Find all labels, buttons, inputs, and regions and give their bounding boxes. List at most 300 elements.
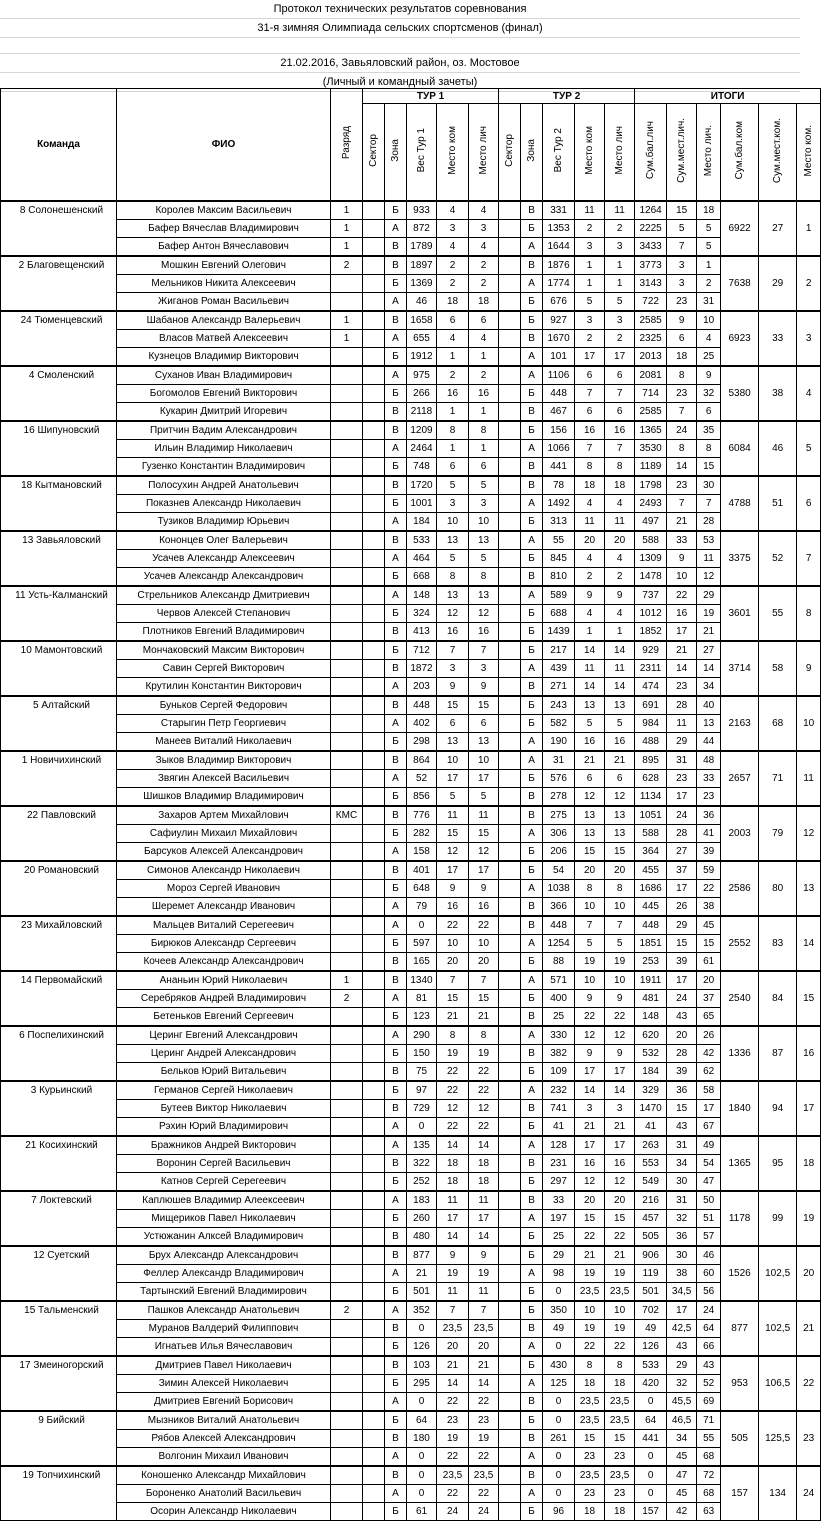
weight-2-cell: 1106 bbox=[543, 366, 575, 385]
table-row bbox=[1, 880, 821, 898]
sum-places-pers-cell: 17 bbox=[667, 1301, 697, 1320]
fio-cell: Бельков Юрий Витальевич bbox=[117, 1063, 331, 1082]
rank-cell: 1 bbox=[331, 330, 363, 348]
place-pers-2-cell: 14 bbox=[605, 1081, 635, 1100]
place-pers-2-cell: 18 bbox=[605, 1503, 635, 1521]
place-team-1-cell: 11 bbox=[437, 1191, 469, 1210]
place-pers-2-cell: 10 bbox=[605, 971, 635, 990]
sum-places-pers-cell: 34 bbox=[667, 1430, 697, 1448]
sector-2-cell bbox=[499, 1045, 521, 1063]
sector-1-cell bbox=[363, 971, 385, 990]
fio-cell: Мороз Сергей Иванович bbox=[117, 880, 331, 898]
place-team-2-cell: 21 bbox=[575, 1246, 605, 1265]
zone-2-cell: Б bbox=[521, 843, 543, 862]
weight-1-cell: 464 bbox=[407, 550, 437, 568]
fio-cell: Червов Алексей Степанович bbox=[117, 605, 331, 623]
place-team-2-cell: 7 bbox=[575, 916, 605, 935]
sector-1-cell bbox=[363, 1338, 385, 1357]
table-row bbox=[1, 806, 821, 825]
rank-cell bbox=[331, 788, 363, 807]
sector-2-cell bbox=[499, 1228, 521, 1247]
weight-2-cell: 448 bbox=[543, 385, 575, 403]
weight-1-cell: 648 bbox=[407, 880, 437, 898]
sector-2-cell bbox=[499, 1356, 521, 1375]
sector-2-cell bbox=[499, 935, 521, 953]
place-team-1-cell: 21 bbox=[437, 1008, 469, 1027]
place-pers-2-cell: 7 bbox=[605, 385, 635, 403]
sum-places-team-cell: 80 bbox=[759, 861, 797, 916]
sum-points-pers-cell: 3773 bbox=[635, 256, 667, 275]
sum-places-pers-cell: 39 bbox=[667, 1063, 697, 1082]
place-pers-total-cell: 51 bbox=[697, 1210, 721, 1228]
sector-2-cell bbox=[499, 1283, 521, 1302]
table-row bbox=[1, 531, 821, 550]
place-pers-total-cell: 42 bbox=[697, 1045, 721, 1063]
fio-cell: Полосухин Андрей Анатольевич bbox=[117, 476, 331, 495]
sum-places-pers-cell: 15 bbox=[667, 1100, 697, 1118]
sector-2-cell bbox=[499, 1301, 521, 1320]
place-pers-total-cell: 1 bbox=[697, 256, 721, 275]
zone-1-cell: Б bbox=[385, 201, 407, 220]
weight-1-cell: 183 bbox=[407, 1191, 437, 1210]
place-team-cell: 4 bbox=[797, 366, 821, 421]
place-team-2-cell: 10 bbox=[575, 1301, 605, 1320]
weight-1-cell: 856 bbox=[407, 788, 437, 807]
zone-1-cell: Б bbox=[385, 1173, 407, 1192]
sector-2-cell bbox=[499, 1393, 521, 1412]
sum-places-team-cell: 95 bbox=[759, 1136, 797, 1191]
place-team-2-cell: 19 bbox=[575, 953, 605, 972]
zone-2-cell: А bbox=[521, 348, 543, 367]
fio-cell: Кононцев Олег Валерьевич bbox=[117, 531, 331, 550]
place-pers-2-cell: 13 bbox=[605, 696, 635, 715]
fio-cell: Бафер Вячеслав Владимирович bbox=[117, 220, 331, 238]
fio-cell: Шеремет Александр Иванович bbox=[117, 898, 331, 917]
sum-places-team-cell: 106,5 bbox=[759, 1356, 797, 1411]
zone-1-cell: Б bbox=[385, 1081, 407, 1100]
place-team-2-cell: 3 bbox=[575, 311, 605, 330]
weight-1-cell: 0 bbox=[407, 1485, 437, 1503]
place-pers-2-cell: 6 bbox=[605, 403, 635, 422]
sum-places-pers-cell: 43 bbox=[667, 1338, 697, 1357]
sum-points-pers-cell: 1264 bbox=[635, 201, 667, 220]
sum-points-pers-cell: 2325 bbox=[635, 330, 667, 348]
zone-1-cell: А bbox=[385, 916, 407, 935]
place-pers-total-cell: 60 bbox=[697, 1265, 721, 1283]
table-row bbox=[1, 275, 821, 293]
table-row bbox=[1, 1118, 821, 1137]
zone-2-cell: Б bbox=[521, 770, 543, 788]
place-pers-total-cell: 33 bbox=[697, 770, 721, 788]
zone-2-cell: Б bbox=[521, 421, 543, 440]
weight-2-cell: 0 bbox=[543, 1338, 575, 1357]
sector-2-cell bbox=[499, 1081, 521, 1100]
fio-cell: Шишков Владимир Владимирович bbox=[117, 788, 331, 807]
rank-cell bbox=[331, 843, 363, 862]
zone-1-cell: А bbox=[385, 440, 407, 458]
fio-cell: Мельников Никита Алексеевич bbox=[117, 275, 331, 293]
rank-cell: 1 bbox=[331, 311, 363, 330]
sum-places-team-cell: 94 bbox=[759, 1081, 797, 1136]
weight-2-cell: 927 bbox=[543, 311, 575, 330]
zone-2-cell: В bbox=[521, 1430, 543, 1448]
place-team-2-cell: 9 bbox=[575, 586, 605, 605]
table-row bbox=[1, 201, 821, 220]
zone-2-cell: В bbox=[521, 1045, 543, 1063]
sum-places-pers-cell: 16 bbox=[667, 605, 697, 623]
sum-places-pers-cell: 23 bbox=[667, 385, 697, 403]
zone-1-cell: А bbox=[385, 220, 407, 238]
fio-cell: Бафер Антон Вячеславович bbox=[117, 238, 331, 257]
weight-1-cell: 1897 bbox=[407, 256, 437, 275]
sector-2-cell bbox=[499, 1411, 521, 1430]
weight-1-cell: 1720 bbox=[407, 476, 437, 495]
zone-1-cell: Б bbox=[385, 935, 407, 953]
place-team-2-cell: 8 bbox=[575, 880, 605, 898]
zone-1-cell: А bbox=[385, 1485, 407, 1503]
place-pers-1-cell: 15 bbox=[469, 696, 499, 715]
zone-1-cell: А bbox=[385, 1118, 407, 1137]
sum-places-team-cell: 102,5 bbox=[759, 1246, 797, 1301]
col-place-pers-1 bbox=[469, 104, 499, 202]
sum-points-pers-cell: 2585 bbox=[635, 311, 667, 330]
sector-1-cell bbox=[363, 953, 385, 972]
place-team-2-cell: 9 bbox=[575, 990, 605, 1008]
place-pers-total-cell: 40 bbox=[697, 696, 721, 715]
sum-points-pers-cell: 364 bbox=[635, 843, 667, 862]
rank-cell bbox=[331, 861, 363, 880]
place-pers-2-cell: 2 bbox=[605, 220, 635, 238]
weight-2-cell: 1644 bbox=[543, 238, 575, 257]
date-place: 21.02.2016, Завьяловский район, оз. Мостовое bbox=[0, 54, 800, 73]
place-pers-2-cell: 18 bbox=[605, 1375, 635, 1393]
zone-2-cell: А bbox=[521, 1210, 543, 1228]
zone-2-cell: А bbox=[521, 1338, 543, 1357]
zone-1-cell: Б bbox=[385, 568, 407, 587]
place-pers-1-cell: 5 bbox=[469, 550, 499, 568]
sector-2-cell bbox=[499, 513, 521, 532]
place-team-2-cell: 13 bbox=[575, 825, 605, 843]
sum-points-team-cell: 1526 bbox=[721, 1246, 759, 1301]
weight-2-cell: 101 bbox=[543, 348, 575, 367]
sum-places-team-cell: 38 bbox=[759, 366, 797, 421]
place-team-1-cell: 1 bbox=[437, 440, 469, 458]
fio-cell: Брух Александр Александрович bbox=[117, 1246, 331, 1265]
sum-places-pers-cell: 7 bbox=[667, 403, 697, 422]
zone-2-cell: А bbox=[521, 440, 543, 458]
zone-1-cell: Б bbox=[385, 880, 407, 898]
sector-1-cell bbox=[363, 1411, 385, 1430]
team-name: 22 Павловский bbox=[1, 806, 117, 861]
sector-2-cell bbox=[499, 1246, 521, 1265]
table-row bbox=[1, 1411, 821, 1430]
weight-1-cell: 877 bbox=[407, 1246, 437, 1265]
place-pers-2-cell: 4 bbox=[605, 495, 635, 513]
sector-2-cell bbox=[499, 880, 521, 898]
zone-1-cell: А bbox=[385, 1393, 407, 1412]
col-place-team-1 bbox=[437, 104, 469, 202]
place-team-1-cell: 17 bbox=[437, 1210, 469, 1228]
sector-2-cell bbox=[499, 550, 521, 568]
sector-2-cell bbox=[499, 696, 521, 715]
sum-points-pers-cell: 620 bbox=[635, 1026, 667, 1045]
place-pers-1-cell: 17 bbox=[469, 1210, 499, 1228]
sector-2-cell bbox=[499, 751, 521, 770]
sum-points-pers-cell: 3530 bbox=[635, 440, 667, 458]
place-pers-1-cell: 3 bbox=[469, 220, 499, 238]
sum-points-pers-cell: 1470 bbox=[635, 1100, 667, 1118]
zone-2-cell: В bbox=[521, 898, 543, 917]
sector-2-cell bbox=[499, 421, 521, 440]
sum-points-pers-cell: 2081 bbox=[635, 366, 667, 385]
sum-points-pers-cell: 2311 bbox=[635, 660, 667, 678]
place-pers-total-cell: 49 bbox=[697, 1136, 721, 1155]
weight-2-cell: 217 bbox=[543, 641, 575, 660]
sector-2-cell bbox=[499, 1430, 521, 1448]
zone-1-cell: В bbox=[385, 256, 407, 275]
place-team-2-cell: 8 bbox=[575, 458, 605, 477]
place-pers-total-cell: 25 bbox=[697, 348, 721, 367]
sum-places-pers-cell: 10 bbox=[667, 568, 697, 587]
zone-2-cell: А bbox=[521, 366, 543, 385]
sector-2-cell bbox=[499, 623, 521, 642]
sector-2-cell bbox=[499, 256, 521, 275]
sum-places-pers-cell: 8 bbox=[667, 440, 697, 458]
rank-cell bbox=[331, 440, 363, 458]
weight-2-cell: 676 bbox=[543, 293, 575, 312]
place-pers-1-cell: 16 bbox=[469, 623, 499, 642]
place-team-2-cell: 20 bbox=[575, 531, 605, 550]
zone-2-cell: Б bbox=[521, 696, 543, 715]
sum-points-pers-cell: 1852 bbox=[635, 623, 667, 642]
fio-cell: Дмитриев Павел Николаевич bbox=[117, 1356, 331, 1375]
weight-1-cell: 322 bbox=[407, 1155, 437, 1173]
place-team-2-cell: 8 bbox=[575, 1356, 605, 1375]
place-team-1-cell: 7 bbox=[437, 971, 469, 990]
weight-1-cell: 413 bbox=[407, 623, 437, 642]
place-pers-1-cell: 15 bbox=[469, 825, 499, 843]
weight-2-cell: 582 bbox=[543, 715, 575, 733]
table-row bbox=[1, 788, 821, 807]
place-pers-1-cell: 9 bbox=[469, 678, 499, 697]
fio-cell: Бороненко Анатолий Васильевич bbox=[117, 1485, 331, 1503]
sector-1-cell bbox=[363, 623, 385, 642]
table-row bbox=[1, 1485, 821, 1503]
place-pers-total-cell: 59 bbox=[697, 861, 721, 880]
table-row bbox=[1, 1136, 821, 1155]
zone-2-cell: А bbox=[521, 971, 543, 990]
rank-cell bbox=[331, 1136, 363, 1155]
zone-2-cell: Б bbox=[521, 1356, 543, 1375]
weight-1-cell: 184 bbox=[407, 513, 437, 532]
fio-cell: Плотников Евгений Владимирович bbox=[117, 623, 331, 642]
zone-1-cell: В bbox=[385, 1155, 407, 1173]
place-pers-2-cell: 6 bbox=[605, 366, 635, 385]
place-pers-2-cell: 5 bbox=[605, 935, 635, 953]
sum-places-pers-cell: 21 bbox=[667, 641, 697, 660]
weight-1-cell: 61 bbox=[407, 1503, 437, 1521]
sector-1-cell bbox=[363, 1063, 385, 1082]
sum-places-pers-cell: 47 bbox=[667, 1466, 697, 1485]
fio-cell: Феллер Александр Владимирович bbox=[117, 1265, 331, 1283]
place-pers-total-cell: 56 bbox=[697, 1283, 721, 1302]
zone-1-cell: Б bbox=[385, 385, 407, 403]
table-row bbox=[1, 990, 821, 1008]
place-team-2-cell: 7 bbox=[575, 385, 605, 403]
place-team-cell: 15 bbox=[797, 971, 821, 1026]
weight-1-cell: 352 bbox=[407, 1301, 437, 1320]
sum-places-pers-cell: 46,5 bbox=[667, 1411, 697, 1430]
place-team-1-cell: 18 bbox=[437, 293, 469, 312]
rank-cell bbox=[331, 1503, 363, 1521]
place-pers-total-cell: 43 bbox=[697, 1356, 721, 1375]
place-pers-2-cell: 17 bbox=[605, 348, 635, 367]
place-team-cell: 7 bbox=[797, 531, 821, 586]
fio-cell: Притчин Вадим Александрович bbox=[117, 421, 331, 440]
rank-cell bbox=[331, 1173, 363, 1192]
place-team-1-cell: 7 bbox=[437, 1301, 469, 1320]
col-sum-places-team bbox=[759, 104, 797, 202]
table-row bbox=[1, 1228, 821, 1247]
weight-1-cell: 203 bbox=[407, 678, 437, 697]
zone-1-cell: В bbox=[385, 1320, 407, 1338]
place-team-cell: 13 bbox=[797, 861, 821, 916]
zone-1-cell: Б bbox=[385, 1008, 407, 1027]
place-team-2-cell: 19 bbox=[575, 1265, 605, 1283]
fio-cell: Показнев Александр Николаевич bbox=[117, 495, 331, 513]
table-row bbox=[1, 1045, 821, 1063]
place-team-cell: 2 bbox=[797, 256, 821, 311]
place-pers-1-cell: 22 bbox=[469, 1063, 499, 1082]
zone-2-cell: Б bbox=[521, 293, 543, 312]
rank-cell bbox=[331, 458, 363, 477]
sector-1-cell bbox=[363, 513, 385, 532]
table-row bbox=[1, 311, 821, 330]
sum-places-pers-cell: 5 bbox=[667, 220, 697, 238]
rank-cell bbox=[331, 1485, 363, 1503]
sum-points-pers-cell: 420 bbox=[635, 1375, 667, 1393]
weight-1-cell: 501 bbox=[407, 1283, 437, 1302]
table-row bbox=[1, 751, 821, 770]
place-pers-1-cell: 7 bbox=[469, 1301, 499, 1320]
place-pers-1-cell: 13 bbox=[469, 733, 499, 752]
weight-1-cell: 150 bbox=[407, 1045, 437, 1063]
place-team-2-cell: 23,5 bbox=[575, 1283, 605, 1302]
table-row bbox=[1, 1191, 821, 1210]
place-team-2-cell: 5 bbox=[575, 715, 605, 733]
col-weight-1-label: Вес Тур 1 bbox=[416, 128, 427, 173]
place-team-1-cell: 23 bbox=[437, 1411, 469, 1430]
rank-cell bbox=[331, 696, 363, 715]
place-team-1-cell: 5 bbox=[437, 476, 469, 495]
place-pers-total-cell: 15 bbox=[697, 935, 721, 953]
sum-points-pers-cell: 184 bbox=[635, 1063, 667, 1082]
place-pers-1-cell: 17 bbox=[469, 770, 499, 788]
rank-cell bbox=[331, 623, 363, 642]
place-pers-2-cell: 4 bbox=[605, 550, 635, 568]
sum-points-team-cell: 1365 bbox=[721, 1136, 759, 1191]
fio-cell: Осорин Александр Николаевич bbox=[117, 1503, 331, 1521]
sum-points-pers-cell: 588 bbox=[635, 531, 667, 550]
team-name: 11 Усть-Калманский bbox=[1, 586, 117, 641]
table-row bbox=[1, 568, 821, 587]
weight-2-cell: 571 bbox=[543, 971, 575, 990]
place-pers-total-cell: 46 bbox=[697, 1246, 721, 1265]
table-row bbox=[1, 696, 821, 715]
zone-2-cell: В bbox=[521, 1191, 543, 1210]
results-table bbox=[0, 88, 821, 1521]
sector-1-cell bbox=[363, 293, 385, 312]
weight-1-cell: 729 bbox=[407, 1100, 437, 1118]
fio-cell: Барсуков Алексей Александрович bbox=[117, 843, 331, 862]
sector-1-cell bbox=[363, 220, 385, 238]
table-row bbox=[1, 1301, 821, 1320]
sum-places-team-cell: 102,5 bbox=[759, 1301, 797, 1356]
rank-cell bbox=[331, 1393, 363, 1412]
place-team-1-cell: 16 bbox=[437, 385, 469, 403]
table-row bbox=[1, 843, 821, 862]
table-row bbox=[1, 366, 821, 385]
sector-2-cell bbox=[499, 1448, 521, 1467]
sector-1-cell bbox=[363, 1448, 385, 1467]
team-name: 8 Солонешенский bbox=[1, 201, 117, 256]
table-row bbox=[1, 623, 821, 642]
place-team-2-cell: 18 bbox=[575, 476, 605, 495]
weight-2-cell: 25 bbox=[543, 1228, 575, 1247]
sector-2-cell bbox=[499, 568, 521, 587]
table-row bbox=[1, 1246, 821, 1265]
place-team-cell: 9 bbox=[797, 641, 821, 696]
zone-2-cell: А bbox=[521, 1136, 543, 1155]
fio-cell: Суханов Иван Владимирович bbox=[117, 366, 331, 385]
place-pers-total-cell: 69 bbox=[697, 1393, 721, 1412]
place-pers-2-cell: 21 bbox=[605, 751, 635, 770]
zone-2-cell: А bbox=[521, 1448, 543, 1467]
weight-1-cell: 597 bbox=[407, 935, 437, 953]
rank-cell bbox=[331, 1466, 363, 1485]
zone-2-cell: В bbox=[521, 476, 543, 495]
place-pers-1-cell: 5 bbox=[469, 476, 499, 495]
place-pers-total-cell: 10 bbox=[697, 311, 721, 330]
team-name: 17 Змеиногорский bbox=[1, 1356, 117, 1411]
weight-1-cell: 324 bbox=[407, 605, 437, 623]
place-pers-2-cell: 21 bbox=[605, 1118, 635, 1137]
weight-2-cell: 197 bbox=[543, 1210, 575, 1228]
weight-1-cell: 0 bbox=[407, 916, 437, 935]
sector-1-cell bbox=[363, 1283, 385, 1302]
sum-places-pers-cell: 34,5 bbox=[667, 1283, 697, 1302]
weight-2-cell: 400 bbox=[543, 990, 575, 1008]
sector-1-cell bbox=[363, 1191, 385, 1210]
sum-places-pers-cell: 11 bbox=[667, 715, 697, 733]
weight-2-cell: 41 bbox=[543, 1118, 575, 1137]
place-pers-total-cell: 68 bbox=[697, 1448, 721, 1467]
sum-points-pers-cell: 1686 bbox=[635, 880, 667, 898]
place-pers-2-cell: 18 bbox=[605, 476, 635, 495]
sum-places-pers-cell: 30 bbox=[667, 1246, 697, 1265]
rank-cell bbox=[331, 1356, 363, 1375]
zone-2-cell: Б bbox=[521, 623, 543, 642]
sum-points-pers-cell: 1189 bbox=[635, 458, 667, 477]
sector-1-cell bbox=[363, 201, 385, 220]
zone-2-cell: Б bbox=[521, 990, 543, 1008]
sum-points-pers-cell: 448 bbox=[635, 916, 667, 935]
fio-cell: Бирюков Александр Сергеевич bbox=[117, 935, 331, 953]
table-row bbox=[1, 1503, 821, 1521]
team-name: 2 Благовещенский bbox=[1, 256, 117, 311]
zone-2-cell: В bbox=[521, 678, 543, 697]
team-name: 6 Поспелихинский bbox=[1, 1026, 117, 1081]
